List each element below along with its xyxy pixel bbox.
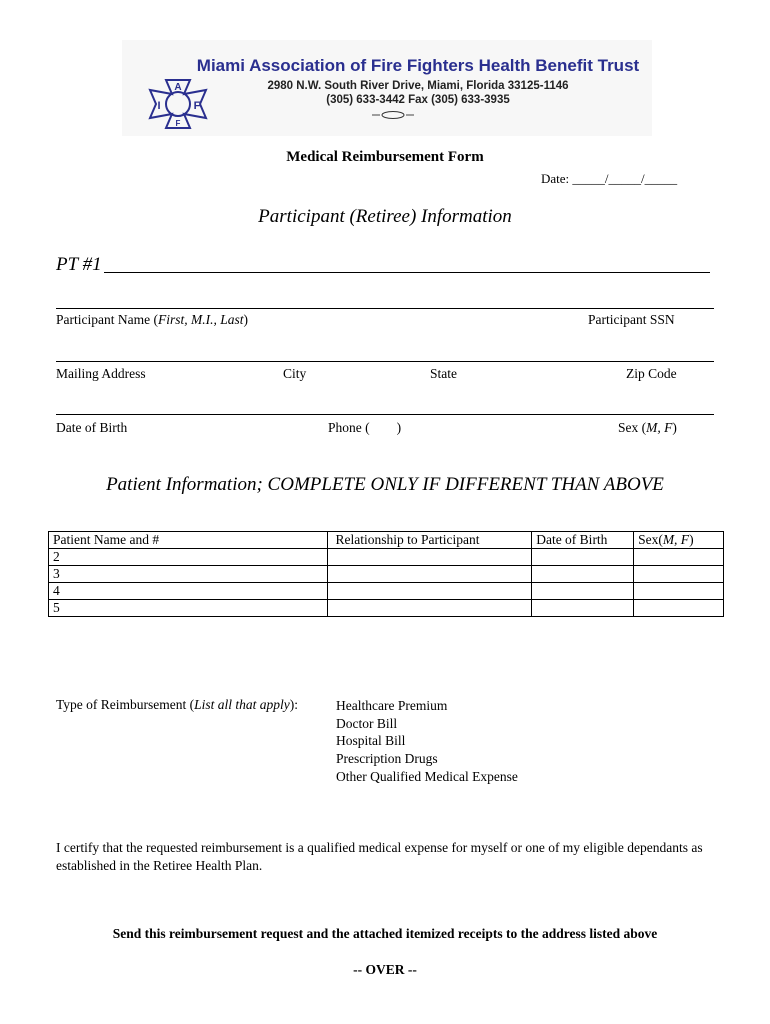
- dob-cell[interactable]: [532, 566, 634, 583]
- dob-cell[interactable]: [532, 549, 634, 566]
- patient-table-header: [49, 532, 724, 549]
- union-label-icon: [372, 111, 414, 119]
- patient-sex-header-hint: M, F: [662, 532, 690, 547]
- sex-hint: M, F: [646, 420, 673, 435]
- relationship-cell[interactable]: [328, 600, 532, 617]
- logo-letter-left: I: [157, 100, 161, 112]
- certification-text: I certify that the requested reimbursement is a qualified medical expense for myself or one of my eligible dependants as established in the Retiree Health Plan.: [56, 840, 703, 873]
- table-row[interactable]: [49, 549, 724, 566]
- date-of-birth-label: Date of Birth: [56, 420, 128, 435]
- participant-name-label-text: Participant Name (: [56, 312, 158, 327]
- logo-letter-bottom: F: [175, 119, 181, 128]
- sex-label-text: Sex (: [618, 420, 647, 435]
- pt-number-line[interactable]: [104, 272, 710, 273]
- relationship-cell[interactable]: [328, 566, 532, 583]
- reimbursement-type-list: [336, 697, 518, 786]
- patient-sex-header-close: ): [689, 532, 694, 547]
- relationship-cell[interactable]: [328, 583, 532, 600]
- patient-row-number: 5: [49, 600, 328, 617]
- participant-section-title: Participant (Retiree) Information: [258, 206, 512, 227]
- participant-ssn-label: Participant SSN: [588, 312, 675, 327]
- reimbursement-type-label-text: Type of Reimbursement (: [56, 697, 195, 712]
- mailing-address-line[interactable]: [56, 361, 714, 362]
- participant-name-line[interactable]: [56, 308, 714, 309]
- date-field[interactable]: Date: _____/_____/_____: [541, 171, 678, 186]
- mailing-address-label: Mailing Address: [56, 366, 146, 381]
- pt-label: PT #1: [56, 254, 102, 275]
- relationship-header: Relationship to Participant: [328, 532, 532, 549]
- org-address: 2980 N.W. South River Drive, Miami, Florida 33125-1146: [267, 80, 569, 92]
- reimbursement-type-label-close: ):: [289, 697, 299, 712]
- table-row[interactable]: [49, 583, 724, 600]
- dob-phone-sex-line[interactable]: [56, 414, 714, 415]
- over-note: -- OVER --: [353, 962, 417, 977]
- dob-cell[interactable]: [532, 583, 634, 600]
- reimbursement-type-label: [56, 697, 298, 713]
- sex-label: [618, 420, 677, 436]
- sex-label-close: ): [672, 420, 677, 435]
- patient-row-number: 2: [49, 549, 328, 566]
- participant-name-label: [56, 312, 248, 328]
- participant-name-hint: First, M.I., Last: [157, 312, 244, 327]
- reimbursement-type-other[interactable]: Other Qualified Medical Expense: [336, 768, 518, 784]
- table-row[interactable]: [49, 566, 724, 583]
- logo-letter-top: A: [174, 82, 182, 93]
- patient-row-number: 4: [49, 583, 328, 600]
- relationship-cell[interactable]: [328, 549, 532, 566]
- org-phone-fax: (305) 633-3442 Fax (305) 633-3935: [326, 94, 510, 106]
- phone-label: Phone ( ): [328, 420, 402, 435]
- reimbursement-type-hospital-bill[interactable]: Hospital Bill: [336, 733, 406, 749]
- sex-cell[interactable]: [634, 549, 724, 566]
- reimbursement-type-healthcare-premium[interactable]: Healthcare Premium: [336, 698, 448, 713]
- table-row[interactable]: [49, 600, 724, 617]
- participant-name-label-close: ): [243, 312, 248, 327]
- patient-sex-header-text: Sex(: [638, 532, 663, 547]
- dob-cell[interactable]: [532, 600, 634, 617]
- reimbursement-type-hint: List all that apply: [194, 697, 290, 712]
- send-instructions: Send this reimbursement request and the attached itemized receipts to the address listed above: [112, 926, 658, 941]
- patient-section-title: Patient Information; COMPLETE ONLY IF DIFFERENT THAN ABOVE: [106, 474, 664, 495]
- patient-dob-header: Date of Birth: [532, 532, 634, 549]
- patient-sex-header: [634, 532, 724, 549]
- reimbursement-type-doctor-bill[interactable]: Doctor Bill: [336, 715, 398, 731]
- reimbursement-type-prescription-drugs[interactable]: Prescription Drugs: [336, 751, 438, 767]
- patient-table: [48, 531, 724, 617]
- patient-row-number: 3: [49, 566, 328, 583]
- city-label: City: [283, 366, 307, 381]
- sex-cell[interactable]: [634, 583, 724, 600]
- sex-cell[interactable]: [634, 600, 724, 617]
- zip-code-label: Zip Code: [626, 366, 677, 381]
- sex-cell[interactable]: [634, 566, 724, 583]
- state-label: State: [430, 366, 457, 381]
- logo-letter-right: F: [193, 100, 201, 112]
- form-title: Medical Reimbursement Form: [286, 149, 484, 165]
- org-name: Miami Association of Fire Fighters Health Benefit Trust: [196, 56, 640, 75]
- patient-name-header: Patient Name and #: [49, 532, 328, 549]
